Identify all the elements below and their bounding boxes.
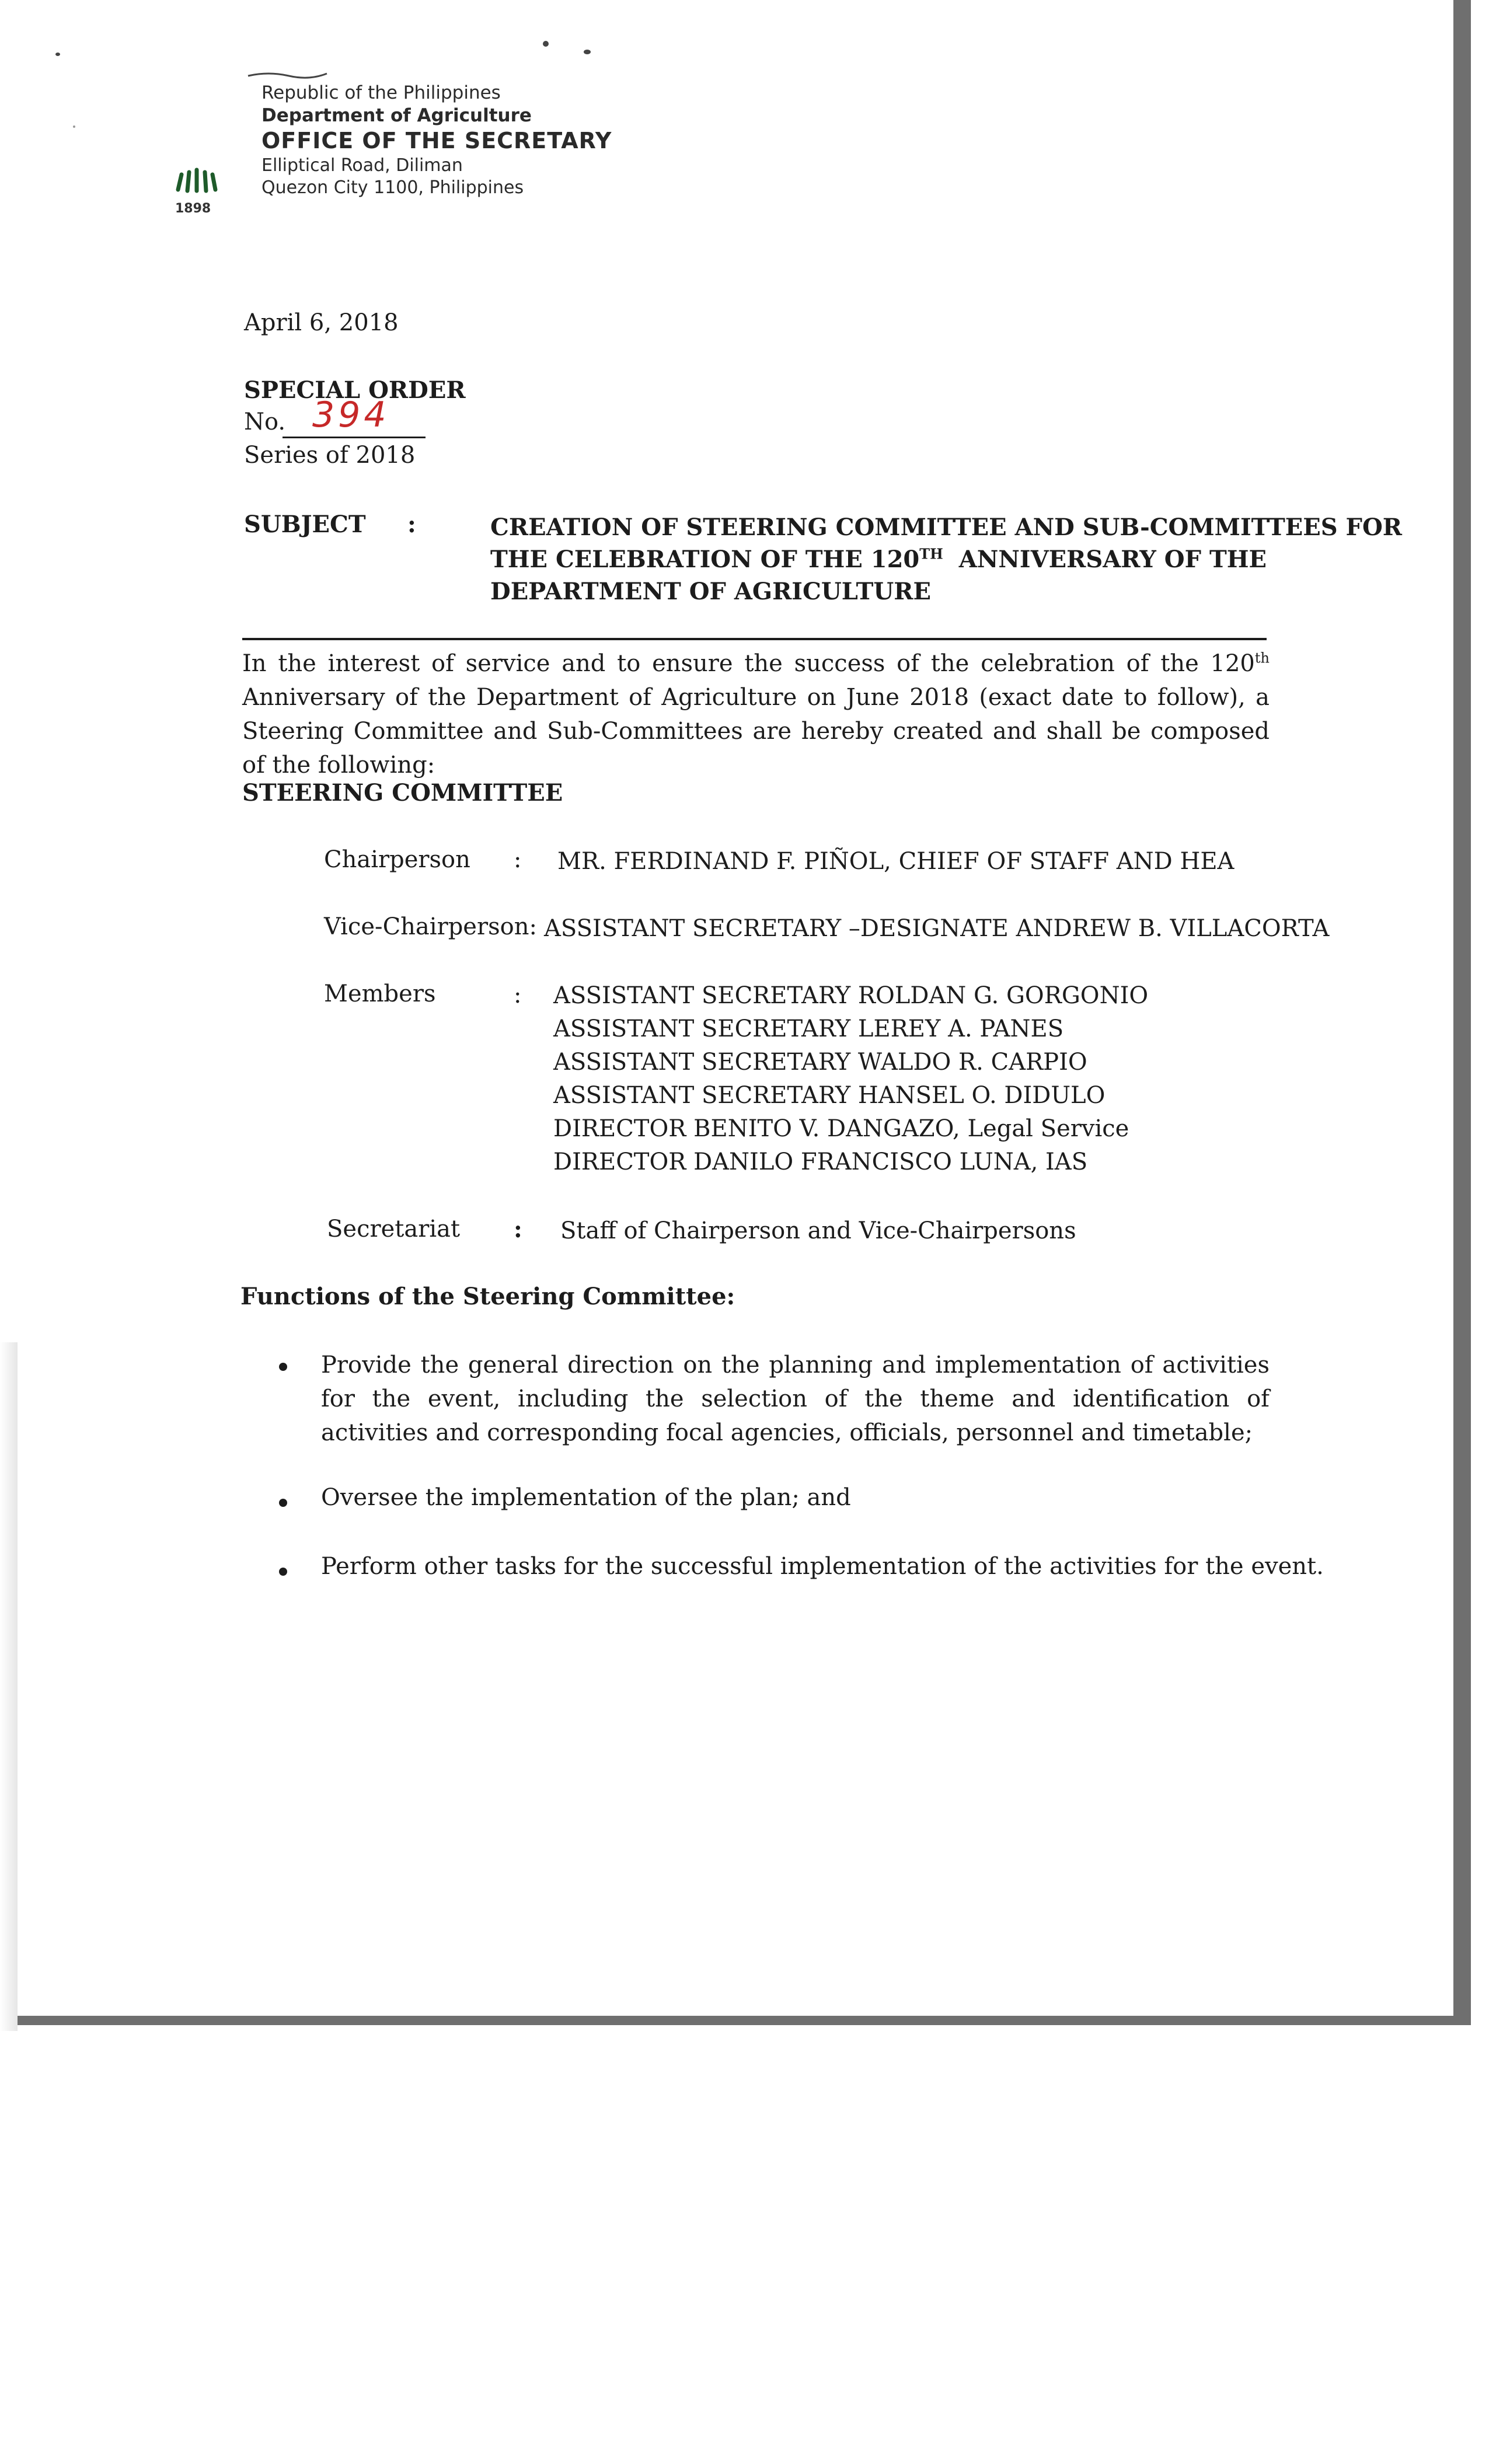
function-item: Provide the general direction on the planning and implementation of activities for the event, including the selection of the theme and identification of activities and corresponding focal agencies, officials, personnel and timetable; [321,1352,1270,1446]
subject-line-1: CREATION OF STEERING COMMITTEE AND SUB-COMMITTEES FOR [490,514,1403,541]
scan-speck [73,125,75,128]
members-colon: : [514,982,522,1008]
function-item: Perform other tasks for the successful implementation of the activities for the event. [321,1553,1324,1580]
letterhead-flourish [245,69,333,81]
bullet-icon [279,1499,287,1507]
chair-value: MR. FERDINAND F. PIÑOL, CHIEF OF STAFF AND HEA [557,848,1235,875]
order-series: Series of 2018 [244,442,416,469]
order-date: April 6, 2018 [244,309,399,336]
subject-line-2 [490,546,1267,573]
scan-speck [543,41,549,47]
subject-line-3: DEPARTMENT OF AGRICULTURE [490,578,931,605]
secretariat-label: Secretariat [327,1216,461,1243]
letterhead-road: Elliptical Road, Diliman [261,155,463,176]
subject-line-2-end: ANNIVERSARY OF THE [958,546,1267,573]
subject-line-2-start: THE CELEBRATION OF THE 120TH [490,545,943,573]
chair-label: Chairperson [324,846,470,873]
scan-edge [0,1342,18,2031]
member-item: DIRECTOR BENITO V. DANGAZO, Legal Service [553,1115,1129,1142]
letterhead [261,82,612,198]
vice-chair-value: ASSISTANT SECRETARY –DESIGNATE ANDREW B. VILLACORTA [544,915,1330,942]
secretariat-colon: : [514,1216,522,1243]
member-item: DIRECTOR DANILO FRANCISCO LUNA, IAS [553,1149,1088,1175]
secretariat-value: Staff of Chairperson and Vice-Chairpersons [560,1217,1076,1244]
scanned-page [18,0,1471,2025]
subject-colon: : [407,511,416,538]
order-title: SPECIAL ORDER [244,376,466,404]
members-label: Members [324,980,436,1007]
function-item: Oversee the implementation of the plan; and [321,1484,851,1511]
member-item: ASSISTANT SECRETARY WALDO R. CARPIO [553,1049,1087,1076]
steering-heading: STEERING COMMITTEE [242,779,563,807]
seal-year: 1898 [175,201,211,216]
functions-heading: Functions of the Steering Committee: [240,1283,735,1310]
letterhead-department: Department of Agriculture [261,104,532,126]
member-item: ASSISTANT SECRETARY LEREY A. PANES [553,1015,1064,1042]
order-number-handwritten: 394 [312,395,390,435]
vice-chair-label: Vice-Chairperson: [324,913,537,940]
subject-divider [242,638,1267,640]
intro-paragraph: In the interest of service and to ensure the success of the celebration of the 120th Anniversary of the Department of Agriculture on June 2018 (exact date to follow), a Steering Committee and Sub-Committees are hereby created and shall be composed of the following: [242,650,1270,779]
letterhead-republic: Republic of the Philippines [261,82,501,103]
subject-label: SUBJECT [244,511,366,538]
letterhead-city: Quezon City 1100, Philippines [261,177,524,198]
department-seal-icon [172,166,225,196]
order-number-label: No. [244,409,286,435]
chair-colon: : [514,846,522,873]
order-number-underline [283,437,426,438]
bullet-icon [279,1363,287,1371]
scan-speck [55,53,60,56]
member-item: ASSISTANT SECRETARY HANSEL O. DIDULO [553,1082,1106,1109]
bullet-icon [279,1568,287,1576]
member-item: ASSISTANT SECRETARY ROLDAN G. GORGONIO [553,982,1149,1009]
scan-speck [584,50,591,54]
letterhead-office: OFFICE OF THE SECRETARY [261,127,612,153]
